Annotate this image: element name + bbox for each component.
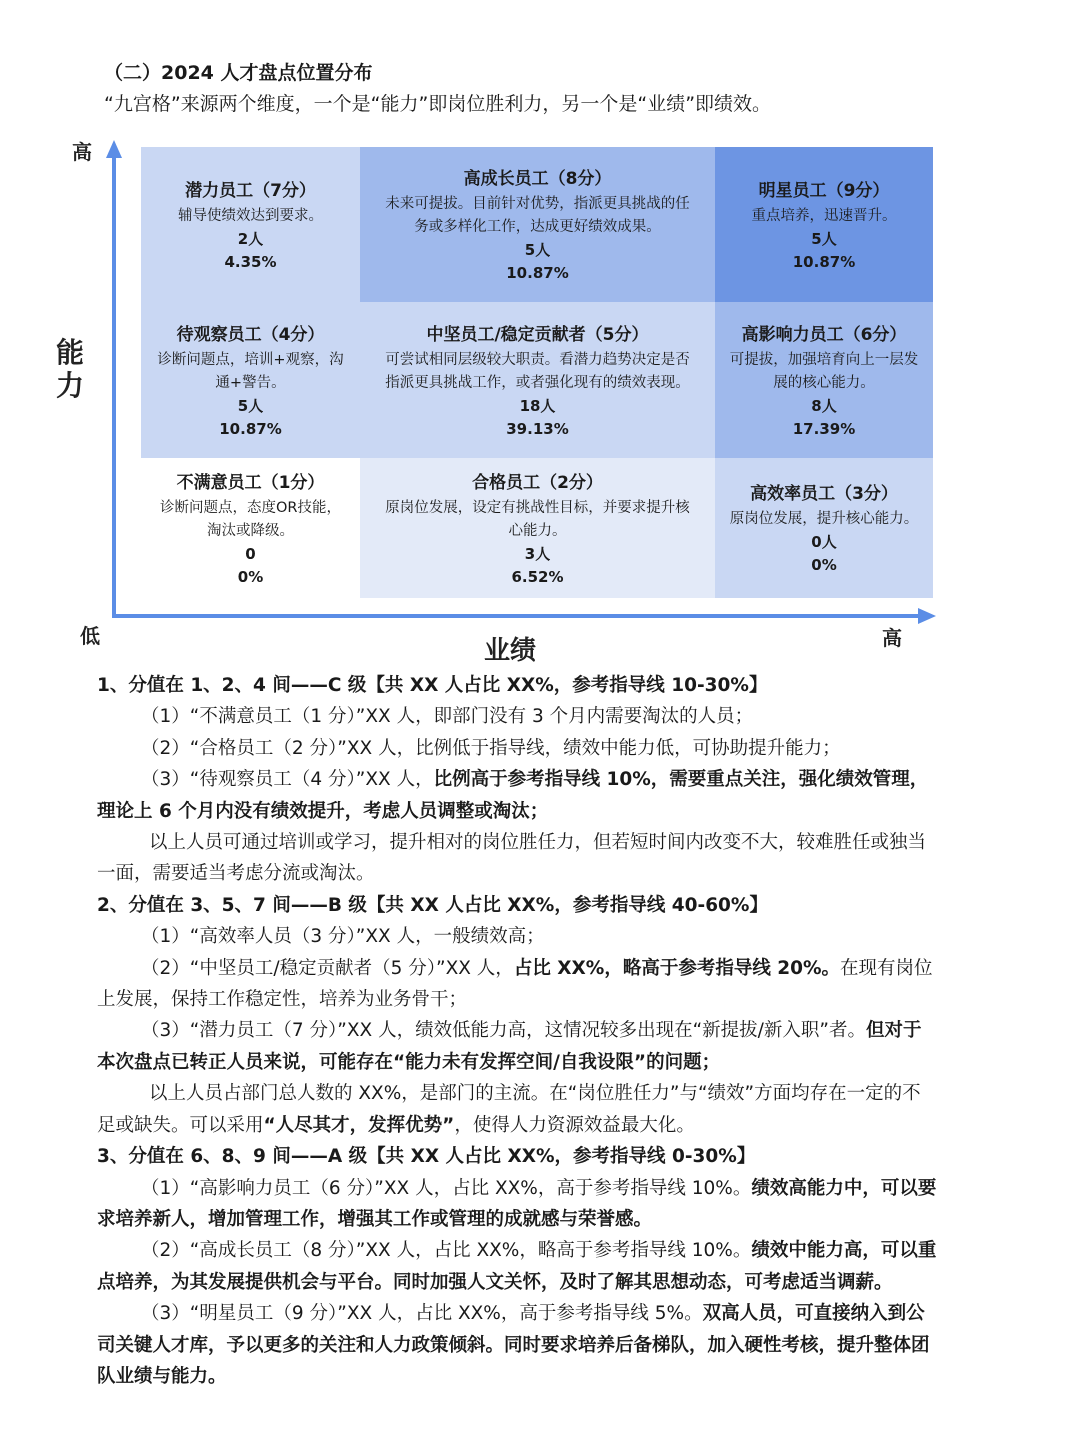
cell-title: 合格员工（2分） — [472, 472, 603, 493]
intro-text: “九宫格”来源两个维度，一个是“能力”即岗位胜利力，另一个是“业绩”即绩效。 — [104, 93, 772, 115]
cell-desc: 原岗位发展，提升核心能力。 — [729, 511, 919, 527]
cell-desc: 诊断问题点，培训+观察，沟 — [157, 351, 344, 368]
grid-cell-top-right — [715, 147, 933, 302]
y-axis-low-label: 低 — [80, 624, 100, 648]
b-level-heading: 2、分值在 3、5、7 间——B 级【共 XX 人占比 XX%，参考指导线 40-60%】 — [97, 894, 768, 916]
grid-cell-bottom-left — [141, 458, 360, 598]
cell-count: 18人 — [519, 396, 556, 415]
cell-title: 中坚员工/稳定贡献者（5分） — [426, 324, 649, 345]
b-summary-lead: 以上人员占部门总人数的 XX%，是部门的主流。在“岗位胜任力”与“绩效”方面均存在一定的不足或缺失。可以采用 — [97, 1083, 921, 1136]
cell-count: 0 — [245, 544, 256, 563]
a-item-1 — [97, 1173, 937, 1236]
y-axis-high-label: 高 — [72, 140, 92, 164]
b-item-1: （1）“高效率人员（3 分）”XX 人，一般绩效高； — [141, 926, 545, 948]
cell-desc: 诊断问题点，态度OR技能， — [160, 499, 341, 516]
grid-cell-center — [360, 302, 715, 458]
cell-percent: 10.87% — [792, 252, 856, 271]
c-item-1: （1）“不满意员工（1 分）”XX 人，即部门没有 3 个月内需要淘汰的人员； — [141, 706, 754, 728]
b-item-3 — [97, 1015, 937, 1078]
cell-desc: 可尝试相同层级较大职责。看潜力趋势决定是否 — [385, 351, 690, 368]
grid-cell-top-mid — [360, 147, 715, 302]
cell-count: 0人 — [811, 533, 837, 551]
x-axis-arrow — [918, 608, 936, 624]
x-axis-high-label: 高 — [882, 626, 902, 650]
cell-count: 5人 — [237, 396, 264, 415]
cell-title: 明星员工（9分） — [758, 180, 890, 201]
b-summary-tail: ，使得人力资源效益最大化。 — [454, 1114, 695, 1136]
cell-desc: 辅导使绩效达到要求。 — [178, 207, 323, 224]
cell-percent: 39.13% — [506, 419, 569, 438]
c-item-3-emphasis: 比例高于参考指导线 10%，需要重点关注，强化绩效管理，理论上 6 个月内没有绩效提升，考虑人员调整或淘汰； — [97, 769, 929, 822]
b-item-2-lead: （2）“中坚员工/稳定贡献者（5 分）”XX 人， — [141, 957, 514, 979]
c-summary: 以上人员可通过培训或学习，提升相对的岗位胜任力，但若短时间内改变不大，较难胜任或独当一面，需要适当考虑分流或淘汰。 — [97, 832, 927, 885]
grid-cell-mid-left — [141, 302, 360, 458]
y-axis-title: 能力 — [56, 336, 85, 402]
cell-desc: 重点培养，迅速晋升。 — [751, 207, 897, 224]
cell-desc: 通+警告。 — [215, 374, 286, 391]
b-item-2 — [97, 953, 937, 1016]
y-axis-arrow — [106, 140, 122, 158]
x-axis-title: 业绩 — [484, 636, 537, 666]
b-item-2-tail: 在现有岗位上发展，保持工作稳定性，培养为业务骨干； — [97, 957, 933, 1011]
grid-cell-bottom-mid — [360, 458, 715, 598]
a-item-1-emphasis: 绩效高能力中，可以要求培养新人，增加管理工作，增强其工作或管理的成就感与荣誉感。 — [97, 1177, 937, 1230]
cell-desc: 指派更具挑战工作，或者强化现有的绩效表现。 — [385, 374, 690, 391]
c-item-3-lead: （3）“待观察员工（4 分）”XX 人， — [141, 769, 434, 791]
cell-desc: 淘汰或降级。 — [207, 522, 294, 539]
grid-cell-mid-right — [715, 302, 933, 458]
b-item-3-lead: （3）“潜力员工（7 分）”XX 人，绩效低能力高，这情况较多出现在“新提拔/新入职”者。 — [141, 1020, 866, 1042]
cell-title: 潜力员工（7分） — [185, 180, 316, 201]
cell-percent: 0% — [811, 556, 837, 574]
cell-percent: 17.39% — [792, 419, 856, 438]
a-item-2-emphasis: 绩效中能力高，可以重点培养，为其发展提供机会与平台。同时加强人文关怀，及时了解其思想动态，可考虑适当调薪。 — [97, 1240, 937, 1293]
b-item-3-emphasis: 但对于本次盘点已转正人员来说，可能存在“能力未有发挥空间/自我设限”的问题； — [97, 1020, 922, 1073]
cell-percent: 6.52% — [511, 567, 564, 586]
cell-percent: 0% — [237, 567, 264, 586]
cell-title: 高影响力员工（6分） — [741, 324, 907, 345]
cell-desc: 展的核心能力。 — [773, 374, 875, 391]
a-item-2 — [97, 1235, 937, 1298]
cell-count: 5人 — [811, 229, 837, 248]
a-level-heading: 3、分值在 6、8、9 间——A 级【共 XX 人占比 XX%，参考指导线 0-30%】 — [97, 1146, 756, 1168]
a-item-1-lead: （1）“高影响力员工（6 分）”XX 人，占比 XX%，高于参考指导线 10%。 — [141, 1177, 752, 1199]
cell-title: 高效率员工（3分） — [750, 484, 898, 504]
body-text — [97, 670, 937, 1392]
cell-count: 2人 — [237, 229, 264, 248]
grid-cell-top-left — [141, 147, 360, 302]
cell-count: 3人 — [524, 544, 551, 563]
cell-desc: 心能力。 — [508, 522, 567, 539]
cell-percent: 10.87% — [219, 419, 282, 438]
a-item-3-lead: （3）“明星员工（9 分）”XX 人，占比 XX%，高于参考指导线 5%。 — [141, 1303, 703, 1325]
c-level-heading: 1、分值在 1、2、4 间——C 级【共 XX 人占比 XX%，参考指导线 10-30%】 — [97, 675, 768, 696]
b-item-2-emphasis: 占比 XX%，略高于参考指导线 20%。 — [513, 957, 841, 979]
cell-count: 8人 — [811, 396, 837, 415]
cell-count: 5人 — [524, 241, 551, 259]
cell-desc: 原岗位发展，设定有挑战性目标，并要求提升核 — [385, 499, 690, 516]
cell-desc: 未来可提拔。目前针对优势，指派更具挑战的任 — [385, 196, 690, 212]
cell-percent: 10.87% — [506, 264, 569, 282]
cell-percent: 4.35% — [224, 252, 277, 271]
grid-cell-bottom-right — [715, 458, 933, 598]
c-item-2: （2）“合格员工（2 分）”XX 人，比例低于指导线，绩效中能力低，可协助提升能力； — [141, 737, 841, 759]
c-item-3 — [97, 764, 937, 827]
b-summary — [97, 1078, 937, 1141]
cell-title: 高成长员工（8分） — [463, 169, 612, 189]
b-summary-emphasis: “人尽其才，发挥优势” — [263, 1114, 455, 1136]
section-title: （二）2024 人才盘点位置分布 — [104, 62, 373, 84]
cell-desc: 可提拔，加强培育向上一层发 — [729, 351, 919, 368]
a-item-2-lead: （2）“高成长员工（8 分）”XX 人，占比 XX%，略高于参考指导线 10%。 — [141, 1240, 752, 1262]
a-item-3 — [97, 1298, 937, 1392]
cell-title: 不满意员工（1分） — [176, 472, 325, 493]
cell-title: 待观察员工（4分） — [176, 324, 325, 345]
cell-desc: 务或多样化工作，达成更好绩效成果。 — [414, 219, 661, 235]
a-item-3-emphasis: 双高人员，可直接纳入到公司关键人才库，予以更多的关注和人力政策倾斜。同时要求培养后备梯队，加入硬性考核，提升整体团队业绩与能力。 — [97, 1303, 930, 1387]
